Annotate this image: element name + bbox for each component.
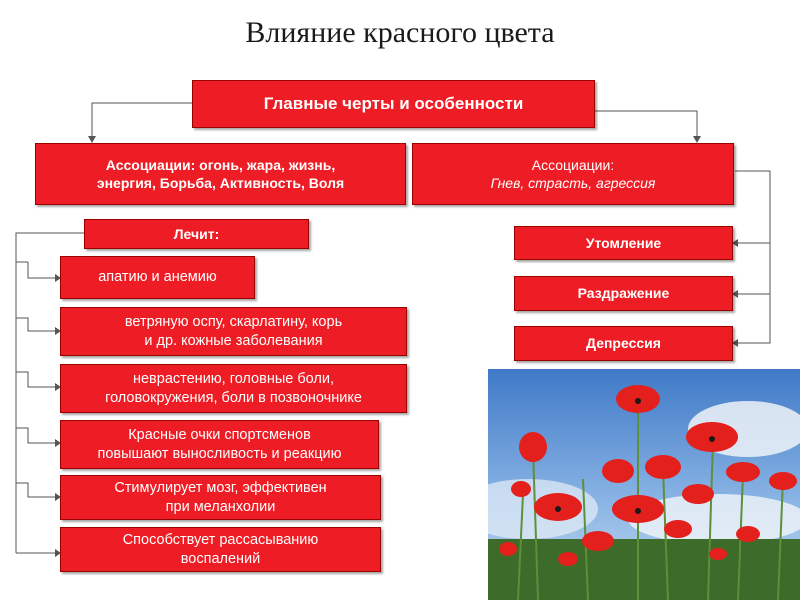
heal-item-2-line-1: ветряную оспу, скарлатину, корь xyxy=(124,313,343,330)
heal-item-3 xyxy=(60,364,407,413)
negative-associations-box xyxy=(412,143,734,205)
heal-item-6-line-2: воспалений xyxy=(180,550,261,567)
effect-fatigue-label: Утомление xyxy=(585,234,662,251)
positive-line-2: энергия, Борьба, Активность, Воля xyxy=(96,175,345,191)
negative-line-1: Ассоциации: xyxy=(531,156,615,173)
heal-item-1-text: апатию и анемию xyxy=(98,269,217,286)
heal-item-4-line-1: Красные очки спортсменов xyxy=(128,426,311,443)
heal-item-3-line-2: головокружения, боли в позвоночнике xyxy=(105,389,362,406)
red-poppies-photo xyxy=(488,369,800,600)
positive-associations-box xyxy=(35,143,406,205)
positive-line-1: Ассоциации: огонь, жара, жизнь, xyxy=(105,156,336,173)
effect-irritation-box xyxy=(514,276,733,311)
heal-item-1 xyxy=(60,256,255,299)
heal-item-6 xyxy=(60,527,381,572)
effect-fatigue-box xyxy=(514,226,733,260)
effect-depression-box xyxy=(514,326,733,361)
effect-depression-label: Депрессия xyxy=(586,335,661,352)
main-features-box xyxy=(192,80,595,128)
heal-item-2-line-2: и др. кожные заболевания xyxy=(144,332,323,349)
heal-item-4 xyxy=(60,420,379,469)
effect-irritation-label: Раздражение xyxy=(577,285,670,302)
heal-item-5-line-2: при меланхолии xyxy=(165,498,276,515)
negative-line-2: Гнев, страсть, агрессия xyxy=(490,175,656,191)
heal-item-5 xyxy=(60,475,381,520)
heal-item-5-line-1: Стимулирует мозг, эффективен xyxy=(114,479,327,496)
heals-box xyxy=(84,219,309,249)
heals-label: Лечит: xyxy=(173,225,220,242)
page-title: Влияние красного цвета xyxy=(245,16,555,49)
heal-item-3-line-1: неврастению, головные боли, xyxy=(132,370,334,387)
main-features-label: Главные черты и особенности xyxy=(263,93,524,113)
heal-item-6-line-1: Способствует рассасыванию xyxy=(122,531,319,548)
heal-item-2 xyxy=(60,307,407,356)
heal-item-4-line-2: повышают выносливость и реакцию xyxy=(97,445,342,462)
